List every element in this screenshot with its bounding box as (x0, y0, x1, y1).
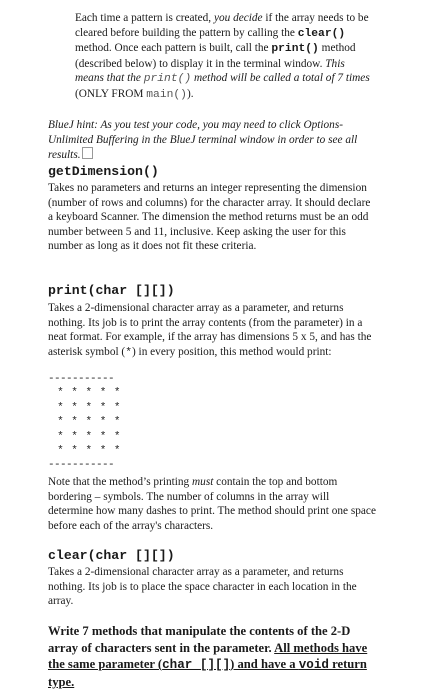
grid-row: * * * * * (50, 416, 122, 429)
intro-text: Each time a pattern is created, (75, 12, 214, 24)
intro-text: method. Once each pattern is built, call the (75, 42, 272, 55)
checkbox-glyph (82, 147, 93, 159)
bluej-hint (48, 118, 368, 163)
note-text: Note that the method’s printing (48, 476, 193, 488)
asterisk-grid (50, 386, 121, 459)
void-code: void (298, 658, 329, 673)
intro-text: method (described below) to display it in the terminal window. (75, 42, 356, 70)
write-underlined: return type. (48, 657, 367, 689)
clear-heading: clear(char [][]) (48, 548, 175, 563)
print-code-ref: print() (143, 73, 192, 86)
bottom-border: ----------- (48, 459, 115, 471)
char-array-code: char [][] (162, 658, 231, 673)
intro-emphasis: you decide (213, 12, 263, 24)
clear-description: Takes a 2-dimensional character array as a parameter, and returns nothing. Its job is to place the space character in each location in the array. (48, 566, 357, 608)
intro-text: if the array needs to be cleared before building the pattern by calling the (75, 12, 369, 39)
intro-paragraph (75, 11, 375, 103)
note-paragraph (48, 475, 376, 533)
grid-row: * * * * * (50, 445, 122, 458)
write-text: Write 7 methods that manipulate the contents of the 2-D array of characters sent in the parameter. (48, 624, 351, 655)
note-text: contain the top and bottom bordering – symbols. The number of columns in the array will determine how many dashes to print. The method should print one space before each of the array's characters. (48, 476, 376, 532)
write-instruction (48, 623, 378, 690)
intro-text: (ONLY FROM (75, 87, 147, 100)
intro-emphasis: method will be called a total of 7 times (191, 72, 370, 85)
intro-emphasis: This means that the (75, 57, 345, 85)
getdimension-description: Takes no parameters and returns an integer representing the dimension (number of rows and columns) for the character array. It should declare a keyboard Scanner. The dimension the method returns must be an odd number between 5 and 11, inclusive. Keep asking the user for this number as long as it does not fit these criteria. (48, 182, 371, 253)
print-code-ref: print() (271, 43, 319, 56)
clear-code-ref: clear() (297, 27, 346, 40)
getdimension-heading: getDimension() (48, 164, 159, 179)
grid-row: * * * * * (50, 387, 122, 399)
hint-text: BlueJ hint: As you test your code, you may need to click Options-Unlimited Buffering in the BlueJ terminal window in order to see all results. (48, 119, 358, 162)
grid-row: * * * * * (50, 430, 122, 443)
print-text: Takes a 2-dimensional character array as a parameter, and returns nothing. Its job is to print the array contents (from the parameter) in a neat format. For example, if the array has dimensions 5 x 5, and has the asterisk symbol ( (48, 302, 372, 358)
main-code-ref: main() (146, 88, 187, 101)
grid-row: * * * * * (50, 401, 122, 414)
write-underlined: All methods have the same parameter ( (48, 640, 368, 672)
print-description (48, 301, 376, 360)
print-heading: print(char [][]) (48, 283, 175, 298)
intro-text: ). (186, 87, 194, 100)
note-emphasis: must (192, 476, 214, 488)
print-text: ) in every position, this method would print: (131, 345, 332, 358)
asterisk-code: * (125, 346, 132, 359)
top-border: ----------- (48, 373, 115, 385)
write-underlined: ) and have a (230, 657, 299, 672)
